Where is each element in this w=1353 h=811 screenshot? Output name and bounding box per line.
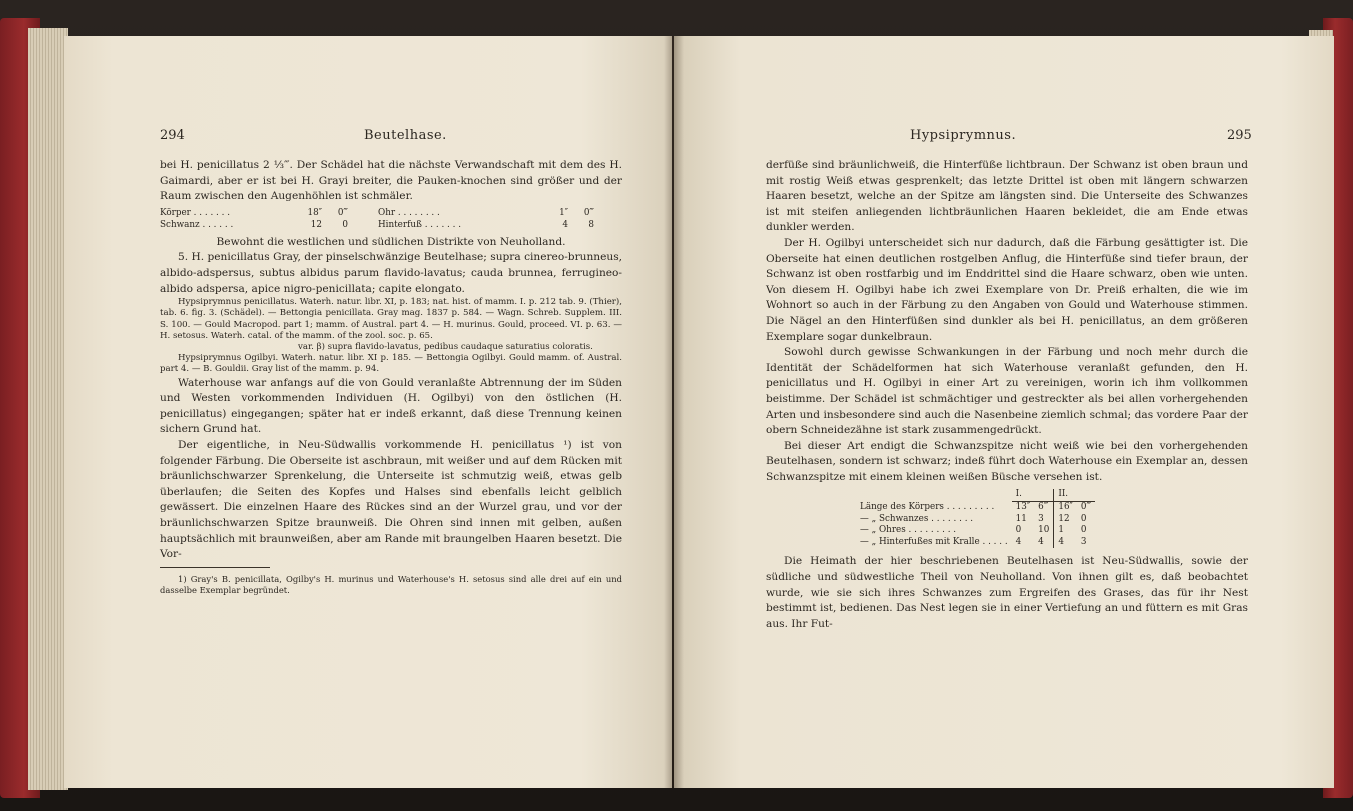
table-row: — „ Schwanzes . . . . . . . . 11 3 12 0 bbox=[860, 513, 1087, 524]
paragraph: bei H. penicillatus 2 ⅓‴. Der Schädel hat die nächste Verwandschaft mit dem des H. Gaimardi, aber er ist bei H. Grayi breiter, die Pauken-knochen sind größer und der Raum zwischen den Augenhöhlen ist schmäler. bbox=[160, 159, 622, 203]
running-head: Hypsiprymnus. bbox=[910, 128, 1017, 143]
measurement-row: Körper . . . . . . . 18″ 0‴ Ohr . . . . . . . . 1″ 0‴ bbox=[160, 207, 594, 218]
paragraph: Waterhouse war anfangs auf die von Gould veranlaßte Abtrennung der im Süden und Westen vorkommenden Individuen (H. Ogilbyi) von den östlichen (H. penicillatus) eingegangen; später hat er indeß erkannt, daß diese Trennung keinen sichern Grund hat. bbox=[160, 376, 622, 436]
left-text-column bbox=[160, 158, 622, 596]
page-number: 294 bbox=[160, 128, 185, 143]
right-text-column bbox=[766, 158, 1248, 632]
measurement-row: Schwanz . . . . . . 12 0 Hinterfuß . . . . . . . 4 8 bbox=[160, 219, 594, 230]
species-entry: 5. H. penicillatus Gray, der pinselschwänzige Beutelhase; supra cinereo-brunneus, albido-adspersus, subtus albidus parum flavido-lavatus; cauda brunnea, ferrugineo-albido adspersa, apice nigro-penicillata; capite elongato. bbox=[160, 251, 622, 295]
paragraph: Der eigentliche, in Neu-Südwallis vorkommende H. penicillatus ¹) ist von folgender Färbung. Die Oberseite ist aschbraun, mit weißer und auf dem Rücken mit bräunlichschwarzer Sprenkelung, die Unterseite ist schmutzig weiß, etwas gelb überlaufen; die Seiten des Kopfes und Halses sind ebenfalls leicht gelblich gewässert. Die einzelnen Haare des Rückes sind an der Wurzel grau, und vor der bräunlichschwarzen Spitze braunweiß. Die Ohren sind innen mit gelben, außen hauptsächlich mit braunweißen, aber am Rande mit braungelben Haaren besetzt. Die Vor- bbox=[160, 438, 622, 561]
footnote-rule bbox=[160, 567, 270, 568]
measurements-block bbox=[160, 207, 622, 231]
table-row: — „ Hinterfußes mit Kralle . . . . . 4 4 4 3 bbox=[860, 536, 1087, 547]
variety-synonymy: Hypsiprymnus Ogilbyi. Waterh. natur. libr. XI p. 185. — Bettongia Ogilbyi. Gould mamm. of. Austral. part 4. — B. Gouldii. Gray list of the mamm. p. 94. bbox=[160, 353, 622, 375]
paragraph: Der H. Ogilbyi unterscheidet sich nur dadurch, daß die Färbung gesättigter ist. Die Oberseite hat einen deutlichen rostgelben Anflug, die Hinterfüße sind tiefer braun, der Schwanz ist oben rostfarbig und im Enddrittel sind die Haare schwarz, oben wie unten. Von diesem H. Ogilbyi habe ich zwei Exemplare von Dr. Preiß erhalten, die wie im Wohnort so auch in der Färbung zu den Angaben von Gould und Waterhouse stimmen. Die Nägel an den Hinterfüßen sind dunkler als bei H. penicillatus, an dem größeren Exemplare sogar dunkelbraun. bbox=[766, 236, 1248, 343]
right-page bbox=[674, 36, 1334, 788]
left-page bbox=[64, 36, 672, 788]
table-header: I. bbox=[1012, 489, 1054, 501]
paragraph: derfüße sind bräunlichweiß, die Hinterfüße lichtbraun. Der Schwanz ist oben braun und mit rostig Weiß etwas gesprenkelt; das letzte Drittel ist oben mit längern schwarzen Haaren besetzt, welche an der Spitze am längsten sind. Die Unterseite des Schwanzes ist mit steifen anliegenden lichtbräunlichen Haaren bekleidet, die am Ende etwas dunkler werden. bbox=[766, 159, 1248, 234]
variety: var. β) supra flavido-lavatus, pedibus caudaque saturatius coloratis. bbox=[298, 341, 593, 352]
footnote: 1) Gray's B. penicillata, Ogilby's H. murinus und Waterhouse's H. setosus sind alle drei auf ein und dasselbe Exemplar begründet. bbox=[160, 573, 622, 595]
page-edges-left bbox=[28, 28, 68, 790]
measurement-table bbox=[856, 489, 1095, 548]
book-gutter bbox=[664, 36, 684, 788]
paragraph: Sowohl durch gewisse Schwankungen in der Färbung und noch mehr durch die Identität der Schädelformen hat sich Waterhouse veranlaßt gefunden, den H. penicillatus und H. Ogilbyi in einer Art zu vereinigen, worin ich ihm vollkommen beistimme. Der Schädel ist schmächtiger und gestreckter als bei allen vorhergehenden Arten und insbesondere sind auch die Nasenbeine ziemlich schmal; das vordere Paar der obern Schneidezähne ist stark zusammengedrückt. bbox=[766, 346, 1248, 437]
running-head: Beutelhase. bbox=[364, 128, 447, 143]
table-header-row bbox=[856, 489, 1095, 501]
table-row: — „ Ohres . . . . . . . . . 0 10 1 0 bbox=[860, 525, 1087, 536]
page-number: 295 bbox=[1227, 128, 1252, 143]
table-row: Länge des Körpers . . . . . . . . . 13″ 6‴ 16″ 0‴ bbox=[860, 501, 1092, 513]
synonymy: Hypsiprymnus penicillatus. Waterh. natur. libr. XI, p. 183; nat. hist. of mamm. I. p. 212 tab. 9. (Thier), tab. 6. fig. 3. (Schädel). — Bettongia penicillata. Gray mag. 1837 p. 584. — Wagn. Schreb. Supplem. III. S. 100. — Gould Macropod. part 1; mamm. of Austral. part 4. — H. murinus. Gould, proceed. VI. p. 63. — H. setosus. Waterh. catal. of the mamm. of the zool. soc. p. 65. bbox=[160, 297, 622, 341]
paragraph: Bei dieser Art endigt die Schwanzspitze nicht weiß wie bei den vorhergehenden Beutelhasen, sondern ist schwarz; indeß führt doch Waterhouse ein Exemplar an, dessen Schwanzspitze mit einem kleinen weißen Büsche versehen ist. bbox=[766, 439, 1248, 483]
paragraph: Die Heimath der hier beschriebenen Beutelhasen ist Neu-Südwallis, sowie der südliche und südwestliche Theil von Neuholland. Von ihnen gilt es, daß beobachtet wurde, wie sie sich ihres Schwanzes zum Ergreifen des Grases, das für ihr Nest bestimmt ist, bedienen. Das Nest legen sie in einer Vertiefung an und füttern es mit Gras aus. Ihr Fut- bbox=[766, 555, 1248, 630]
habitat-line: Bewohnt die westlichen und südlichen Distrikte von Neuholland. bbox=[216, 235, 566, 248]
table-header: II. bbox=[1054, 489, 1095, 501]
